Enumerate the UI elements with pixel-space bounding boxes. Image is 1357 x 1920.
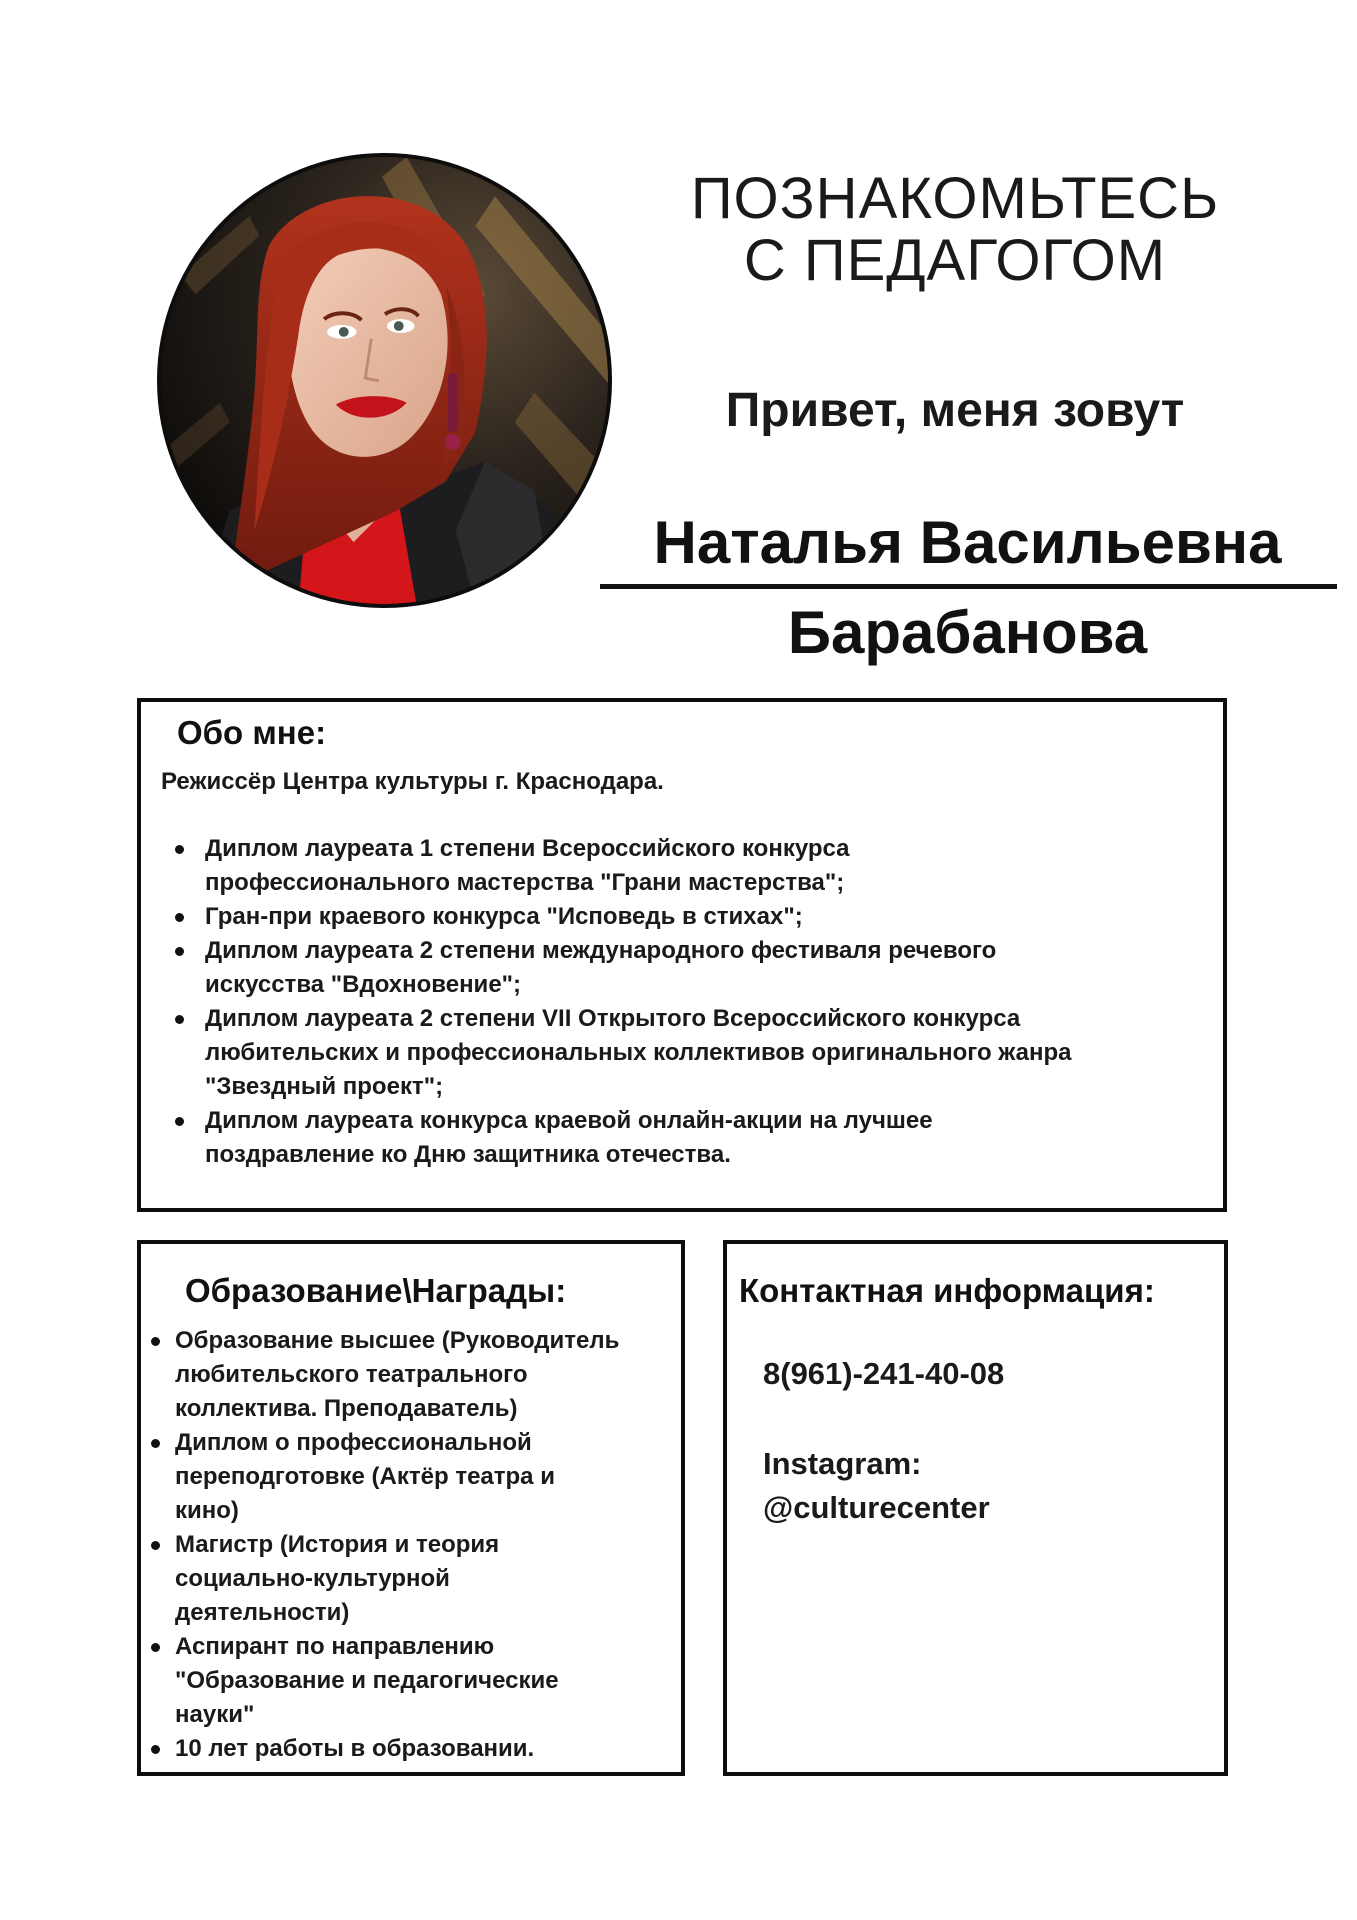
- list-item: Диплом лауреата 2 степени международного фестиваля речевого искусства "Вдохновение";: [205, 934, 1205, 1002]
- about-section: [137, 698, 1227, 1212]
- list-item: Магистр (История и теория социально-культурной деятельности): [175, 1528, 685, 1630]
- instagram-handle[interactable]: @culturecenter: [763, 1490, 990, 1525]
- teacher-name-line1: Наталья Васильевна: [653, 509, 1282, 576]
- achievements-list: [205, 832, 1205, 1172]
- phone-number[interactable]: 8(961)-241-40-08: [763, 1356, 1005, 1391]
- list-item: Образование высшее (Руководитель любительского театрального коллектива. Преподаватель): [175, 1324, 685, 1426]
- about-title: Обо мне:: [177, 714, 327, 751]
- list-item: Диплом лауреата 1 степени Всероссийского конкурса профессионального мастерства "Грани мастерства";: [205, 832, 1205, 900]
- education-section: [137, 1240, 685, 1776]
- portrait-illustration: [161, 157, 608, 604]
- greeting-text: Привет, меня зовут: [725, 384, 1185, 437]
- list-item: Диплом лауреата 2 степени VII Открытого Всероссийского конкурса любительских и профессиональных коллективов оригинального жанра "Звездный проект";: [205, 1002, 1205, 1104]
- page-title-line2: С ПЕДАГОГОМ: [743, 228, 1167, 293]
- page-title-line1: ПОЗНАКОМЬТЕСЬ: [690, 166, 1220, 231]
- list-item: Аспирант по направлению "Образование и педагогические науки": [175, 1630, 685, 1732]
- education-title: Образование\Награды:: [185, 1272, 567, 1309]
- name-divider: [600, 584, 1337, 589]
- education-list: [175, 1324, 685, 1766]
- contact-section: [723, 1240, 1228, 1776]
- page-title: [640, 168, 1270, 292]
- list-item: Гран-при краевого конкурса "Исповедь в стихах";: [205, 900, 1205, 934]
- contact-title: Контактная информация:: [739, 1272, 1155, 1309]
- instagram-label: Instagram:: [763, 1446, 922, 1481]
- list-item: Диплом о профессиональной переподготовке (Актёр театра и кино): [175, 1426, 685, 1528]
- teacher-photo: [157, 153, 612, 608]
- list-item: Диплом лауреата конкурса краевой онлайн-акции на лучшее поздравление ко Дню защитника отечества.: [205, 1104, 1205, 1172]
- teacher-name-line2: Барабанова: [787, 599, 1148, 666]
- about-intro: Режиссёр Центра культуры г. Краснодара.: [161, 768, 664, 795]
- list-item: 10 лет работы в образовании.: [175, 1732, 685, 1766]
